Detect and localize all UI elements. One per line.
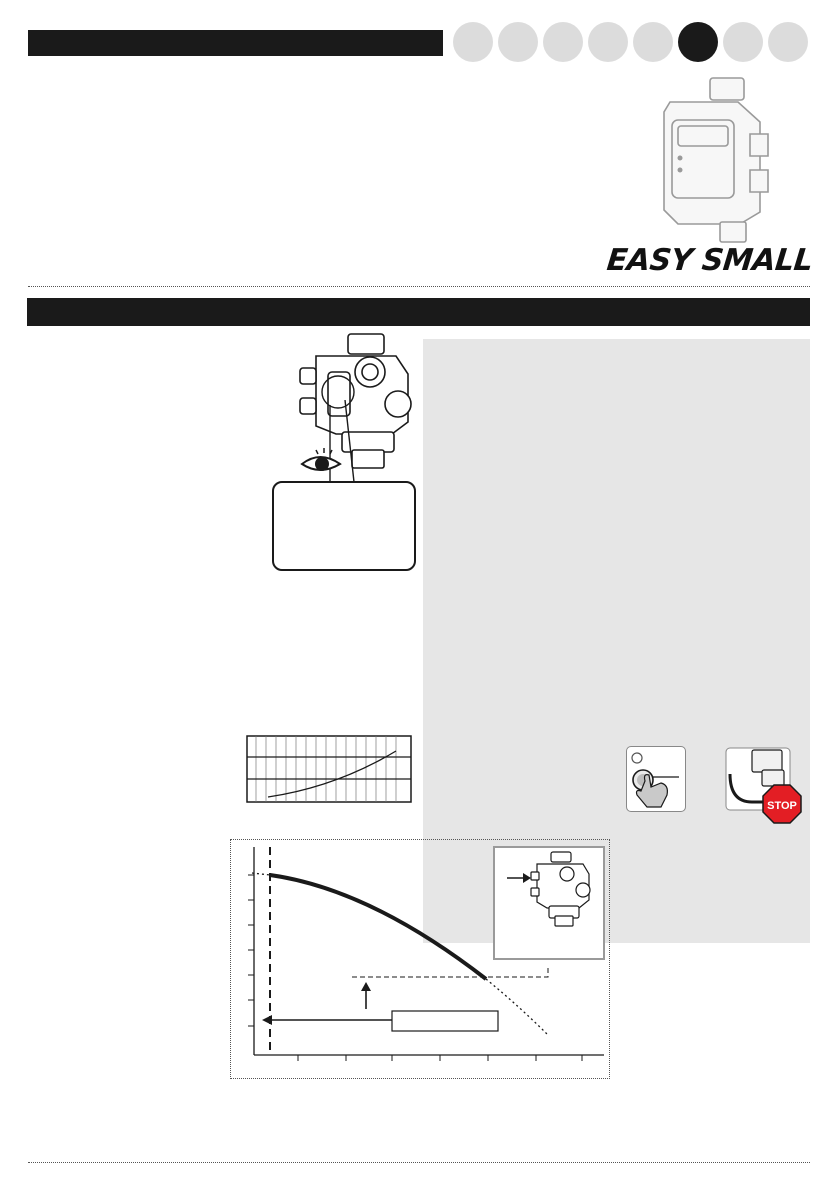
indicator-note-box — [272, 481, 416, 571]
hand-press-icon — [627, 747, 685, 811]
chapter-tab-1[interactable] — [453, 22, 493, 62]
indicator-callout-lines — [290, 400, 420, 490]
header-divider — [28, 286, 810, 287]
product-image — [650, 72, 780, 247]
chapter-tabs — [0, 0, 839, 70]
disconnect-stop-card — [722, 746, 802, 826]
small-performance-graph — [246, 735, 412, 803]
chapter-tab-3[interactable] — [543, 22, 583, 62]
section-title-bar — [27, 298, 810, 326]
brand-logo: EASY SMALL — [605, 243, 815, 278]
pump-inset-box — [493, 846, 605, 960]
footer-divider — [28, 1162, 810, 1163]
chapter-tab-6-active[interactable] — [678, 22, 718, 62]
chapter-tab-2[interactable] — [498, 22, 538, 62]
chapter-tab-8[interactable] — [768, 22, 808, 62]
chapter-tab-7[interactable] — [723, 22, 763, 62]
stop-sign-icon — [762, 784, 802, 824]
reset-button-card — [626, 746, 686, 812]
stop-sign-label: STOP — [767, 800, 797, 812]
chapter-tab-4[interactable] — [588, 22, 628, 62]
eye-icon — [300, 448, 344, 476]
chapter-tab-5[interactable] — [633, 22, 673, 62]
